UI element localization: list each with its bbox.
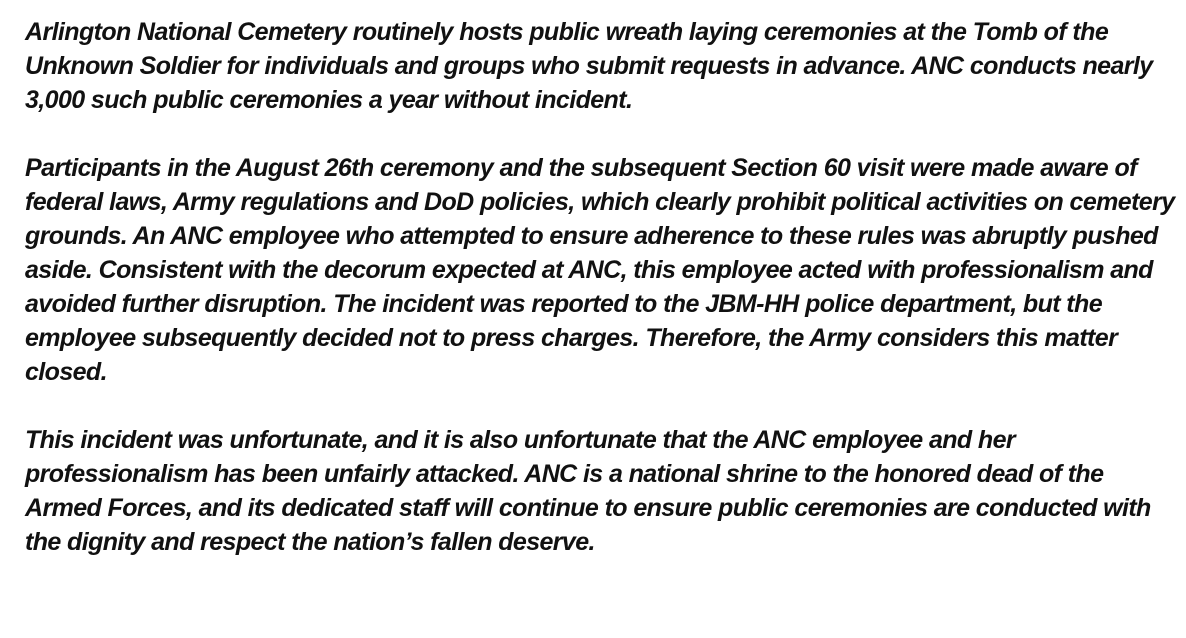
statement-text <box>25 15 1175 559</box>
paragraph-incident: Participants in the August 26th ceremony and the subsequent Section 60 visit were made aware of federal laws, Army regulations and DoD policies, which clearly prohibit political activities on cemetery grounds. An ANC employee who attempted to ensure adherence to these rules was abruptly pushed aside. Consistent with the decorum expected at ANC, this employee acted with professionalism and avoided further disruption. The incident was reported to the JBM-HH police department, but the employee subsequently decided not to press charges. Therefore, the Army considers this matter closed. <box>25 154 1175 386</box>
paragraph-conclusion: This incident was unfortunate, and it is also unfortunate that the ANC employee and her professionalism has been unfairly attacked. ANC is a national shrine to the honored dead of the Armed Forces, and its dedicated staff will continue to ensure public ceremonies are conducted with the dignity and respect the nation’s fallen deserve. <box>25 426 1151 556</box>
paragraph-ceremonies: Arlington National Cemetery routinely hosts public wreath laying ceremonies at the Tomb of the Unknown Soldier for individuals and groups who submit requests in advance. ANC conducts nearly 3,000 such public ceremonies a year without incident. <box>25 18 1153 114</box>
